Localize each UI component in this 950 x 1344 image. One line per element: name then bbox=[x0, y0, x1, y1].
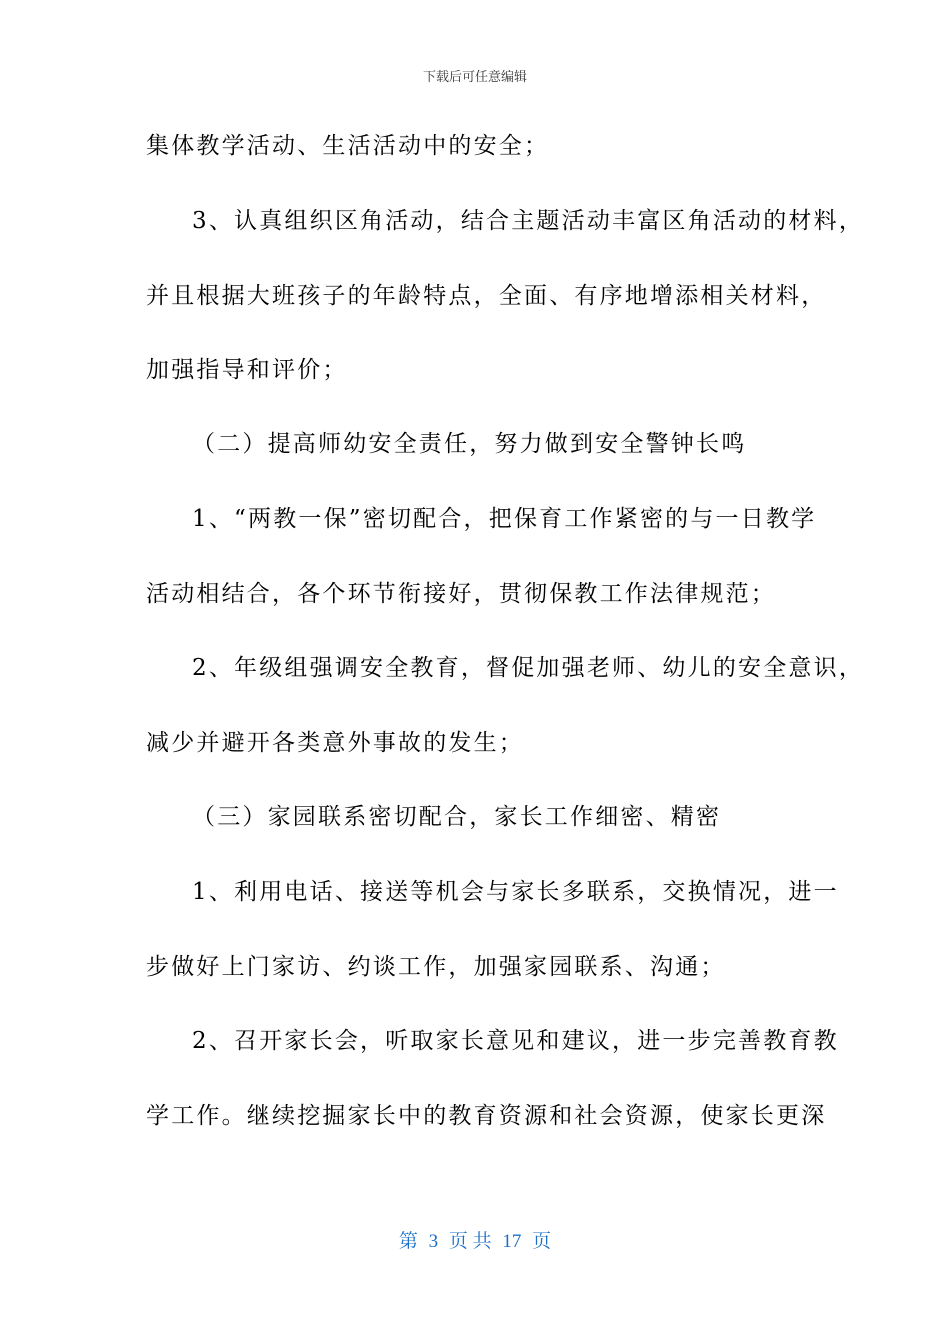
footer-mid: 页 共 bbox=[448, 1231, 492, 1252]
footer-prefix: 第 bbox=[398, 1231, 418, 1252]
page-number-footer bbox=[0, 1226, 950, 1253]
footer-suffix: 页 bbox=[532, 1231, 552, 1252]
text-line: 1、“两教一保”密切配合，把保育工作紧密的与一日教学 bbox=[192, 506, 817, 532]
text-line: 3、认真组织区角活动，结合主题活动丰富区角活动的材料， bbox=[192, 208, 865, 234]
header-note: 下载后可任意编辑 bbox=[422, 70, 527, 85]
text-line: 集体教学活动、生活活动中的安全； bbox=[146, 133, 550, 159]
current-page-number: 3 bbox=[428, 1231, 439, 1252]
text-line: 2、召开家长会，听取家长意见和建议，进一步完善教育教 bbox=[192, 1028, 839, 1054]
text-line: 2、年级组强调安全教育，督促加强老师、幼儿的安全意识， bbox=[192, 655, 865, 681]
text-line: 减少并避开各类意外事故的发生； bbox=[146, 730, 524, 756]
text-line: 学工作。继续挖掘家长中的教育资源和社会资源，使家长更深 bbox=[146, 1103, 827, 1129]
text-line: 步做好上门家访、约谈工作，加强家园联系、沟通； bbox=[146, 954, 726, 980]
total-pages-number: 17 bbox=[502, 1231, 522, 1252]
text-line: 并且根据大班孩子的年龄特点，全面、有序地增添相关材料， bbox=[146, 283, 827, 309]
section-heading: （三）家园联系密切配合，家长工作细密、精密 bbox=[192, 804, 722, 830]
text-line: 活动相结合，各个环节衔接好，贯彻保教工作法律规范； bbox=[146, 581, 776, 607]
text-line: 加强指导和评价； bbox=[146, 357, 348, 383]
text-line: 1、利用电话、接送等机会与家长多联系，交换情况，进一 bbox=[192, 879, 839, 905]
section-heading: （二）提高师幼安全责任，努力做到安全警钟长鸣 bbox=[192, 431, 747, 457]
